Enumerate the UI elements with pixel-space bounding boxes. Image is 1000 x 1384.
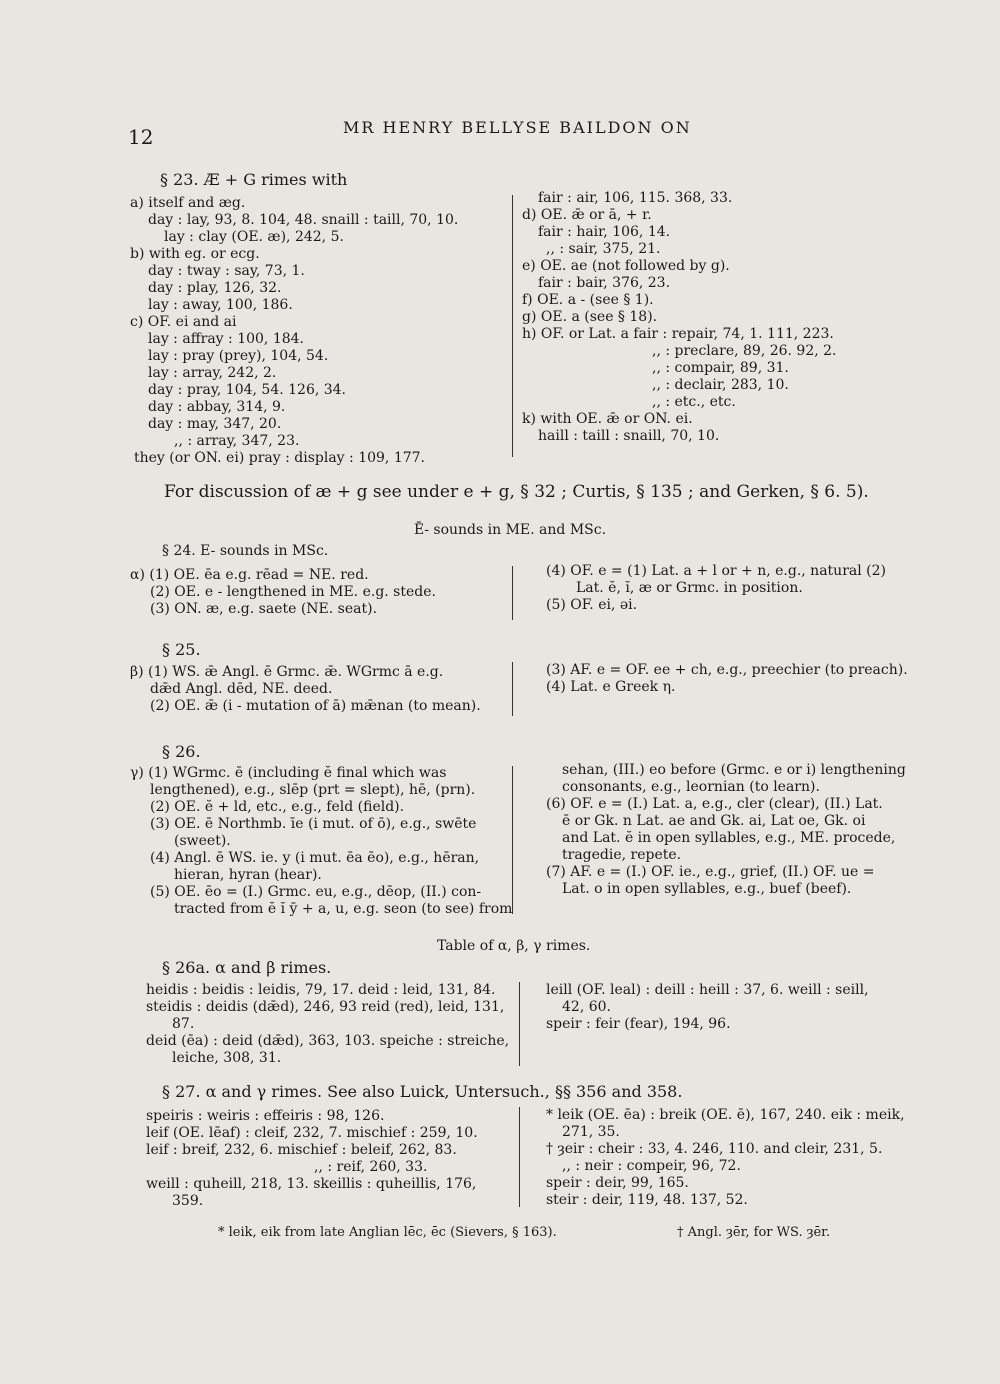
s25-line: (3) AF. e = OF. ee + ch, e.g., preechier (to preach).	[546, 662, 908, 678]
s26-line: (7) AF. e = (I.) OF. ie., e.g., grief, (II.) OF. ue =	[546, 864, 875, 880]
s26a-line: 87.	[172, 1016, 195, 1032]
section-25-left-column	[130, 664, 481, 715]
column-rule	[519, 1107, 520, 1207]
s26-line: Lat. o in open syllables, e.g., buef (beef).	[562, 881, 852, 897]
s27-line: 359.	[172, 1193, 204, 1209]
s23-line: haill : taill : snaill, 70, 10.	[538, 428, 720, 444]
s25-line: β) (1) WS. ǣ Angl. ē Grmc. ǣ. WGrmc ā e.g.	[130, 664, 444, 680]
s23-line: ,, : preclare, 89, 26. 92, 2.	[652, 343, 837, 359]
s24-line: Lat. ĕ, ĭ, æ or Grmc. in position.	[576, 580, 803, 596]
table-title: Table of α, β, γ rimes.	[437, 938, 591, 954]
section-26-left-column	[130, 765, 513, 918]
s27-line: leif : breif, 232, 6. mischief : beleif, 262, 83.	[146, 1142, 457, 1158]
discussion-note: For discussion of æ + g see under e + g, § 32 ; Curtis, § 135 ; and Gerken, § 6. 5).	[164, 482, 869, 502]
s23-line: ,, : declair, 283, 10.	[652, 377, 789, 393]
s26-line: (3) OE. ē Northmb. īe (i mut. of ō), e.g., swēte	[150, 816, 477, 832]
section-27-right-column	[546, 1107, 905, 1209]
s27-line: 271, 35.	[562, 1124, 620, 1140]
s26-line: (sweet).	[174, 833, 231, 849]
section-26a-heading: § 26a. α and β rimes.	[162, 958, 332, 977]
s27-line: speiris : weiris : effeiris : 98, 126.	[146, 1108, 385, 1124]
column-rule	[512, 195, 513, 457]
section-27-left-column	[146, 1108, 478, 1210]
s23-line: fair : air, 106, 115. 368, 33.	[538, 190, 733, 206]
s23-line: d) OE. ǣ or ā, + r.	[522, 207, 652, 223]
s26a-line: steidis : deidis (dǣd), 246, 93 reid (red), leid, 131,	[146, 999, 505, 1015]
s26-line: ē or Gk. n Lat. ae and Gk. ai, Lat oe, Gk. oi	[562, 813, 866, 829]
running-title: MR HENRY BELLYSE BAILDON ON	[343, 118, 692, 137]
s26-line: tragedie, repete.	[562, 847, 682, 863]
s23-line: day : may, 347, 20.	[148, 416, 282, 432]
s26-line: sehan, (III.) eo before (Grmc. e or i) lengthening	[562, 762, 906, 778]
s25-line: dǣd Angl. dēd, NE. deed.	[150, 681, 333, 697]
section-24-left-column	[130, 567, 436, 618]
s26a-line: speir : feir (fear), 194, 96.	[546, 1016, 731, 1032]
column-rule	[512, 662, 513, 716]
footnote-dagger: † Angl. ȝēr, for WS. ȝēr.	[677, 1225, 831, 1240]
s23-line: day : pray, 104, 54. 126, 34.	[148, 382, 347, 398]
column-rule	[519, 982, 520, 1066]
s23-line: ,, : sair, 375, 21.	[546, 241, 661, 257]
s24-line: (2) OE. e - lengthened in ME. e.g. stede.	[150, 584, 436, 600]
s26-line: tracted from ĕ ĭ ȳ + a, u, e.g. seon (to see) from	[174, 901, 513, 917]
s27-line: ,, : reif, 260, 33.	[314, 1159, 428, 1175]
s23-line: ,, : compair, 89, 31.	[652, 360, 789, 376]
s23-line: c) OF. ei and ai	[130, 314, 237, 330]
s23-line: h) OF. or Lat. a fair : repair, 74, 1. 111, 223.	[522, 326, 834, 342]
s23-line: lay : pray (prey), 104, 54.	[148, 348, 329, 364]
section-26-right-column	[546, 762, 906, 898]
column-rule	[512, 766, 513, 914]
s24-line: (4) OF. e = (1) Lat. a + l or + n, e.g., natural (2)	[546, 563, 886, 579]
page-number: 12	[128, 125, 154, 149]
s24-line: (5) OF. ei, əi.	[546, 597, 638, 613]
section-26a-left-column	[146, 982, 509, 1067]
s26a-line: leill (OF. leal) : deill : heill : 37, 6. weill : seill,	[546, 982, 869, 998]
s27-line: speir : deir, 99, 165.	[546, 1175, 689, 1191]
s23-line: fair : bair, 376, 23.	[538, 275, 671, 291]
s23-line: e) OE. ae (not followed by g).	[522, 258, 730, 274]
section-25-right-column	[546, 662, 908, 696]
e-sounds-title: Ē- sounds in ME. and MSc.	[414, 522, 607, 538]
s26a-line: heidis : beidis : leidis, 79, 17. deid : leid, 131, 84.	[146, 982, 496, 998]
s23-line: they (or ON. ei) pray : display : 109, 177.	[134, 450, 425, 466]
section-24-heading: § 24. E- sounds in MSc.	[162, 543, 329, 559]
s26-line: lengthened), e.g., slēp (prt = slept), hē, (prn).	[150, 782, 476, 798]
s23-line: lay : array, 242, 2.	[148, 365, 277, 381]
s26-line: consonants, e.g., leornian (to learn).	[562, 779, 820, 795]
s26-line: γ) (1) WGrmc. ē (including ĕ final which was	[130, 765, 447, 781]
s26a-line: leiche, 308, 31.	[172, 1050, 282, 1066]
s23-line: fair : hair, 106, 14.	[538, 224, 671, 240]
section-27-heading: § 27. α and γ rimes. See also Luick, Untersuch., §§ 356 and 358.	[162, 1082, 683, 1101]
s23-line: lay : affray : 100, 184.	[148, 331, 305, 347]
section-24-right-column	[546, 563, 886, 614]
s23-line: day : play, 126, 32.	[148, 280, 282, 296]
s25-line: (2) OE. ǣ (i - mutation of ā) mǣnan (to mean).	[150, 698, 481, 714]
s23-line: f) OE. a - (see § 1).	[522, 292, 654, 308]
s23-line: g) OE. a (see § 18).	[522, 309, 658, 325]
section-26-heading: § 26.	[162, 742, 201, 761]
s23-line: b) with eg. or ecg.	[130, 246, 260, 262]
section-23-heading: § 23. Æ + G rimes with	[160, 170, 348, 189]
s25-line: (4) Lat. e Greek η.	[546, 679, 676, 695]
s23-line: day : lay, 93, 8. 104, 48. snaill : taill, 70, 10.	[148, 212, 459, 228]
s26-line: (6) OF. e = (I.) Lat. a, e.g., cler (clear), (II.) Lat.	[546, 796, 883, 812]
s27-line: * leik (OE. ēa) : breik (OE. ē), 167, 240. eik : meik,	[546, 1107, 905, 1123]
s23-line: a) itself and æg.	[130, 195, 246, 211]
s26-line: (2) OE. ĕ + ld, etc., e.g., feld (field).	[150, 799, 405, 815]
footnote-asterisk: * leik, eik from late Anglian lēc, ēc (Sievers, § 163).	[218, 1225, 557, 1240]
column-rule	[512, 566, 513, 620]
section-23-right-column	[522, 190, 902, 445]
s23-line: lay : clay (OE. æ), 242, 5.	[164, 229, 344, 245]
s23-line: k) with OE. ǣ or ON. ei.	[522, 411, 693, 427]
s26-line: (5) OE. ēo = (I.) Grmc. eu, e.g., dēop, (II.) con-	[150, 884, 482, 900]
section-25-heading: § 25.	[162, 640, 201, 659]
s26a-line: deid (ēa) : deid (dǣd), 363, 103. speiche : streiche,	[146, 1033, 510, 1049]
s27-line: leif (OE. lēaf) : cleif, 232, 7. mischief : 259, 10.	[146, 1125, 478, 1141]
s26-line: (4) Angl. ē WS. ie. y (i mut. ēa ēo), e.g., hēran,	[150, 850, 480, 866]
section-26a-right-column	[546, 982, 869, 1033]
s23-line: ,, : etc., etc.	[652, 394, 736, 410]
s26-line: hieran, hyran (hear).	[174, 867, 322, 883]
s23-line: day : tway : say, 73, 1.	[148, 263, 305, 279]
s23-line: lay : away, 100, 186.	[148, 297, 293, 313]
s24-line: (3) ON. æ, e.g. saete (NE. seat).	[150, 601, 378, 617]
s24-line: α) (1) OE. ēa e.g. rēad = NE. red.	[130, 567, 369, 583]
s26a-line: 42, 60.	[562, 999, 611, 1015]
s27-line: ,, : neir : compeir, 96, 72.	[562, 1158, 741, 1174]
s27-line: † ȝeir : cheir : 33, 4. 246, 110. and cleir, 231, 5.	[546, 1141, 883, 1157]
s27-line: steir : deir, 119, 48. 137, 52.	[546, 1192, 748, 1208]
s27-line: weill : quheill, 218, 13. skeillis : quheillis, 176,	[146, 1176, 477, 1192]
section-23-left-column	[130, 195, 500, 467]
s23-line: ,, : array, 347, 23.	[174, 433, 300, 449]
s23-line: day : abbay, 314, 9.	[148, 399, 286, 415]
s26-line: and Lat. ĕ in open syllables, e.g., ME. procede,	[562, 830, 896, 846]
